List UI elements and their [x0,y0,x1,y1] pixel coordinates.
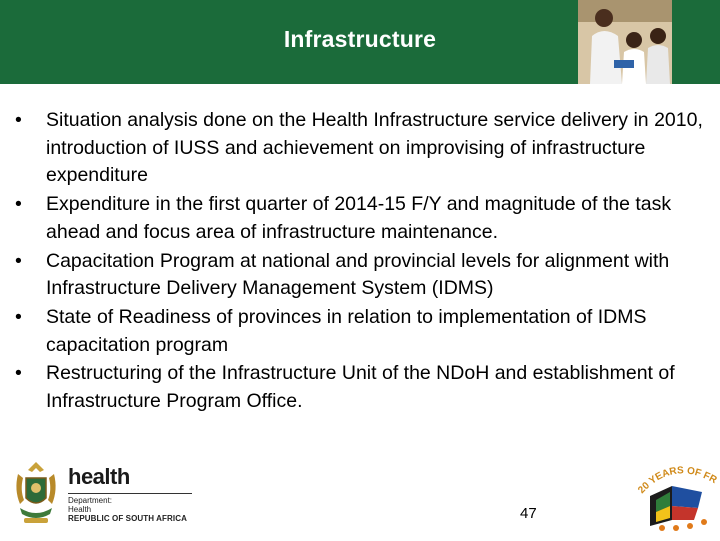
bullet-item [15,248,705,303]
coat-of-arms-icon [10,460,62,533]
bullet-dot: • [15,249,22,272]
page-number: 47 [520,505,537,522]
bullet-text: Capacitation Program at national and provincial levels for alignment with Infrastructure Delivery Management System (IDMS) [46,249,670,300]
logo-dept-line1: Department: [68,496,113,505]
logo-dept-line2: Health [68,505,92,514]
slide-title: Infrastructure [283,26,437,52]
anniversary-text: 20 YEARS OF FR [636,465,718,496]
bullet-dot: • [15,305,22,328]
bullet-text: Restructuring of the Infrastructure Unit of the NDoH and establishment of Infrastructure Program Office. [46,362,675,412]
bullet-text: Situation analysis done on the Health Infrastructure service delivery in 2010, introduction of IUSS and achievement on improvising of infrastructure expenditure [46,109,703,187]
logo-divider [68,493,192,494]
bullet-dot: • [15,193,22,216]
bullet-dot: • [15,109,22,132]
bullet-dot: • [15,362,22,385]
header-bar [0,0,720,84]
anniversary-logo-icon [632,456,718,536]
bullet-item [15,360,705,415]
bullet-list [15,106,705,415]
bullet-item [15,304,705,359]
header-photo [578,0,672,84]
logo-department-text [68,496,112,514]
bullet-item [15,191,705,246]
bullet-text: Expenditure in the first quarter of 2014-15 F/Y and magnitude of the task ahead and focus area of infrastructure maintenance. [46,193,672,243]
logo-country-text: REPUBLIC OF SOUTH AFRICA [68,514,187,523]
health-department-logo [10,460,200,530]
logo-health-wordmark: health [68,464,130,489]
bullet-text: State of Readiness of provinces in relation to implementation of IDMS capacitation program [46,305,647,356]
bullet-item [15,107,705,190]
